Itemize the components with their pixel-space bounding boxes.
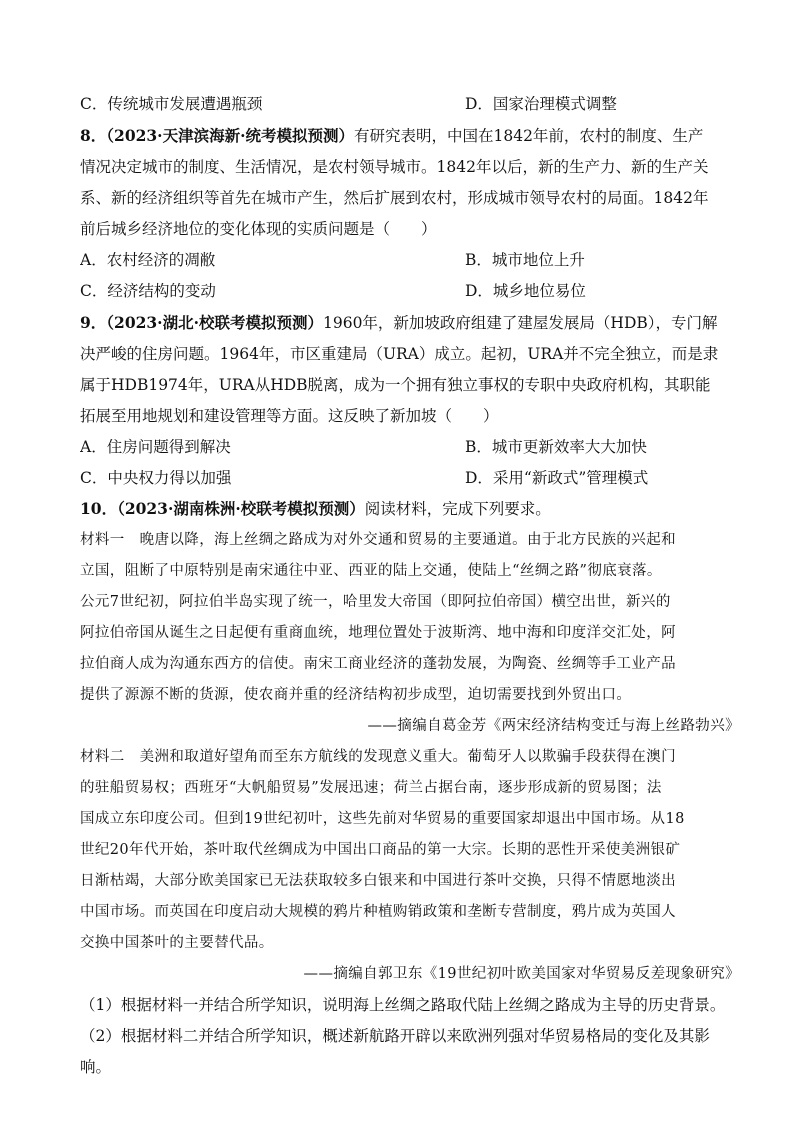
q8-stem-line-4: 前后城乡经济地位的变化体现的实质问题是（ ） [80,220,437,238]
q8-option-row-ab [80,250,740,270]
q8-stem-text-1: 有研究表明，中国在1842年前，农村的制度、生产 [353,127,704,145]
q8-option-d: D．城乡地位易位 [465,282,586,300]
q10-subquestion-2-line-2: 响。 [80,1058,112,1076]
q10-stem-line [80,499,740,519]
q8-option-b: B．城市地位上升 [465,251,585,269]
q9-stem-line-2: 决严峻的住房问题。1964年，市区重建局（URA）成立。起初，URA并不完全独立，而是隶 [80,345,719,363]
q7-option-d: D．国家治理模式调整 [465,95,617,113]
material1-line-2: 立国，阻断了中原特别是南宋通往中亚、西亚的陆上交通，使陆上“丝绸之路”彻底衰落。 [80,563,662,579]
material2-line-6: 中国市场。而英国在印度启动大规模的鸦片种植购销政策和垄断专营制度，鸦片成为英国人 [80,904,676,920]
q8-stem-line-1 [80,126,740,146]
q8-stem-line-2: 情况决定城市的制度、生活情况，是农村领导城市。1842年以后，新的生产力、新的生产关 [80,158,709,176]
q8-source: （2023·天津滨海新·统考模拟预测） [106,126,354,145]
material2-line-7: 交换中国茶叶的主要替代品。 [80,935,274,951]
q8-number: 8． [80,126,107,145]
q9-option-b: B．城市更新效率大大加快 [465,438,647,456]
material2-line-5: 日渐枯竭，大部分欧美国家已无法获取较多白银来和中国进行茶叶交换，只得不情愿地淡出 [80,873,676,889]
q10-subquestion-2-line-1: （2）根据材料二并结合所学知识，概述新航路开辟以来欧洲列强对华贸易格局的变化及其影 [80,1027,710,1045]
material1-line-5: 拉伯商人成为沟通东西方的信使。南宋工商业经济的蓬勃发展，为陶瓷、丝绸等手工业产品 [80,656,676,672]
q9-stem-line-3: 属于HDB1974年，URA从HDB脱离，成为一个拥有独立事权的专职中央政府机构，其职能 [80,376,711,394]
q7-option-row-cd [80,94,740,114]
q7-option-c: C．传统城市发展遭遇瓶颈 [80,95,263,113]
q9-source: （2023·湖北·校联考模拟预测） [106,313,323,332]
material2-line-1: 材料二 美洲和取道好望角而至东方航线的发现意义重大。葡萄牙人以欺骗手段获得在澳门 [80,749,676,765]
material1-line-3: 公元7世纪初，阿拉伯半岛实现了统一，哈里发大帝国（即阿拉伯帝国）横空出世，新兴的 [80,594,671,610]
q8-option-row-cd [80,281,740,301]
material1-line-1: 材料一 晚唐以降，海上丝绸之路成为对外交通和贸易的主要通道。由于北方民族的兴起和 [80,532,676,548]
q8-option-a: A．农村经济的凋敝 [80,251,216,269]
material1-line-6: 提供了源源不断的货源，使农商并重的经济结构初步成型，迫切需要找到外贸出口。 [80,687,632,703]
material2-source: ——摘编自郭卫东《19世纪初叶欧美国家对华贸易反差现象研究》 [303,966,740,982]
q9-option-c: C．中央权力得以加强 [80,469,232,487]
material2-line-3: 国成立东印度公司。但到19世纪初叶，这些先前对华贸易的重要国家却退出中国市场。从18 [80,811,685,827]
q10-stem-text: 阅读材料，完成下列要求。 [364,500,551,518]
material2-line-4: 世纪20年代开始，茶叶取代丝绸成为中国出口商品的第一大宗。长期的恶性开采使美洲银矿 [80,842,681,858]
q9-stem-line-1 [80,313,740,333]
q9-stem-line-4: 拓展至用地规划和建设管理等方面。这反映了新加坡（ ） [80,407,499,425]
q9-option-d: D．采用“新政式”管理模式 [465,469,649,487]
q8-stem-line-3: 系、新的经济组织等首先在城市产生，然后扩展到农村，形成城市领导农村的局面。1842年 [80,189,709,207]
q10-subquestion-1: （1）根据材料一并结合所学知识，说明海上丝绸之路取代陆上丝绸之路成为主导的历史背景。 [80,996,726,1014]
material2-line-2: 的驻船贸易权；西班牙“大帆船贸易”发展迅速；荷兰占据台南，逐步形成新的贸易图；法 [80,780,662,796]
q10-source: （2023·湖南株洲·校联考模拟预测） [117,499,365,518]
q9-option-row-ab [80,437,740,457]
material1-source: ——摘编自葛金芳《两宋经济结构变迁与海上丝路勃兴》 [367,718,740,734]
q10-number: 10． [80,499,118,518]
q8-option-c: C．经济结构的变动 [80,282,216,300]
material1-line-4: 阿拉伯帝国从诞生之日起便有重商血统，地理位置处于波斯湾、地中海和印度洋交汇处，阿 [80,625,676,641]
q9-option-row-cd [80,468,740,488]
q9-number: 9． [80,313,107,332]
q9-option-a: A．住房问题得到解决 [80,438,231,456]
q9-stem-text-1: 1960年，新加坡政府组建了建屋发展局（HDB），专门解 [322,314,718,332]
